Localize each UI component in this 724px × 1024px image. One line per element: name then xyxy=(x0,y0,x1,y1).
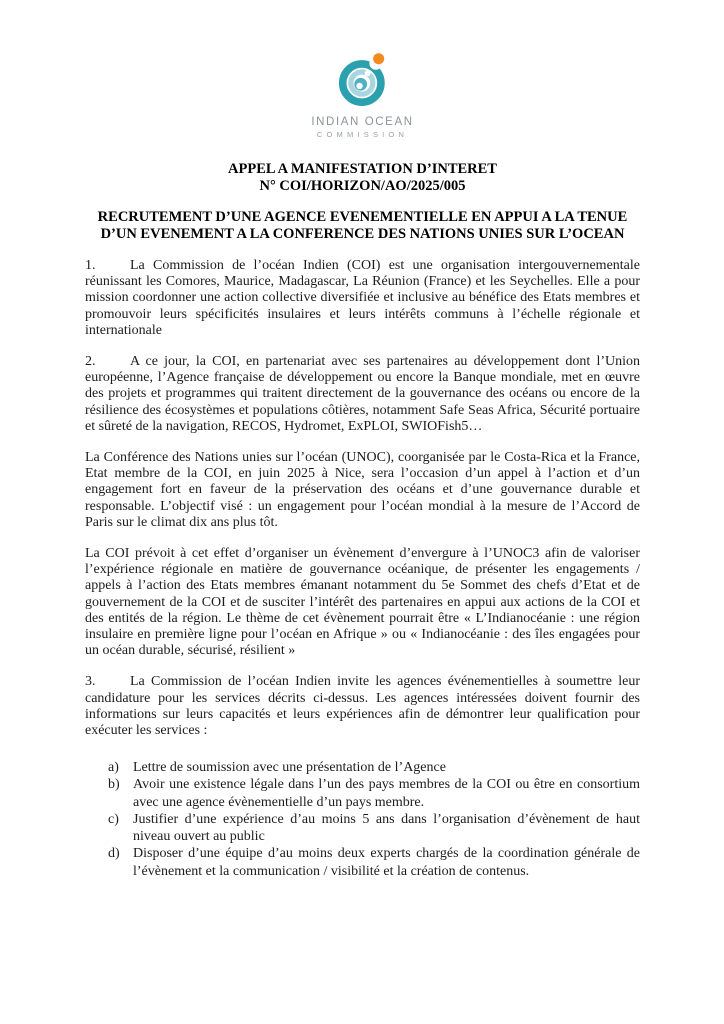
paragraph-5 xyxy=(85,674,640,739)
list-item xyxy=(108,776,640,810)
paragraph-number: 1. xyxy=(85,258,96,273)
paragraph-1 xyxy=(85,258,640,339)
org-name: INDIAN OCEAN xyxy=(311,116,414,128)
paragraph-number: 2. xyxy=(85,354,96,370)
list-item-text: Avoir une existence légale dans l’un des pays membres de la COI ou être en consortium avec une agence évènementielle d’un pays membre. xyxy=(133,777,640,810)
requirements-list xyxy=(85,759,640,879)
list-item-marker: a) xyxy=(108,760,119,776)
paragraph-4 xyxy=(85,546,640,659)
list-item-text: Disposer d’une équipe d’au moins deux experts chargés de la coordination générale de l’évènement et la communication / visibilité et la création de contenus. xyxy=(133,846,640,879)
doc-reference-number: N° COI/HORIZON/AO/2025/005 xyxy=(259,178,466,194)
paragraph-3 xyxy=(85,450,640,531)
list-item xyxy=(108,759,640,776)
org-subname: COMMISSION xyxy=(316,130,409,139)
org-logo xyxy=(85,50,640,139)
list-item-marker: d) xyxy=(108,846,120,862)
paragraph-2 xyxy=(85,354,640,435)
doc-subtitle: RECRUTEMENT D’UNE AGENCE EVENEMENTIELLE EN APPUI A LA TENUE D’UN EVENEMENT A LA CONFERENCE DES NATIONS UNIES SUR L’OCEAN xyxy=(97,209,628,242)
list-item xyxy=(108,845,640,879)
paragraph-text: A ce jour, la COI, en partenariat avec ses partenaires au développement dont l’Union européenne, l’Agence française de développement ou encore la Banque mondiale, met en œuvre des projets et programmes qui traitent directement de la gouvernance des océans ou encore de la résilience des écosystèmes et populations côtières, notamment Safe Seas Africa, Sécurité portuaire et sûreté de la navigation, RECOS, Hydromet, ExPLOI, SWIOFish5… xyxy=(85,354,640,434)
paragraph-text: La Conférence des Nations unies sur l’océan (UNOC), coorganisée par le Costa-Rica et la France, Etat membre de la COI, en juin 2025 à Nice, sera l’occasion d’un appel à l’action et d’un engagement fort en faveur de la préservation des océans et d’une gouvernance durable et responsable. L’objectif visé : un engagement pour l’océan mondial à la mesure de l’Accord de Paris sur le climat dix ans plus tôt. xyxy=(85,450,640,530)
list-item-text: Lettre de soumission avec une présentation de l’Agence xyxy=(133,760,446,776)
paragraph-text: La COI prévoit à cet effet d’organiser un évènement d’envergure à l’UNOC3 afin de valoriser l’expérience régionale en matière de gouvernance océanique, de présenter les engagements / appels à l’action des Etats membres émanant notamment du 5e Sommet des chefs d’Etat et de gouvernement de la COI et de susciter l’intérêt des partenaires en appui aux actions de la COI et des entités de la région. Le thème de cet évènement pourrait être « L’Indianocéanie : une région insulaire en première ligne pour l’océan en Afrique » ou « Indianocéanie : des îles engagées pour un océan durable, sécurisé, résilient » xyxy=(85,546,640,659)
list-item-marker: b) xyxy=(108,777,120,793)
list-item-text: Justifier d’une expérience d’au moins 5 ans dans l’organisation d’évènement de haut niveau ouvert au public xyxy=(133,811,640,845)
paragraph-number: 3. xyxy=(85,674,96,690)
list-item xyxy=(108,811,640,845)
document-body xyxy=(85,258,640,880)
doc-title-line1: APPEL A MANIFESTATION D’INTERET xyxy=(228,161,497,177)
paragraph-text: La Commission de l’océan Indien (COI) est une organisation intergouvernementale réunissant les Comores, Maurice, Madagascar, La Réunion (France) et les Seychelles. Elle a pour mission coordonner une action collective diversifiée et inclusive au bénéfice des Etats membres et promouvoir leurs spécificités insulaires et leurs intérêts communs à l’échelle régionale et internationale xyxy=(85,258,640,338)
list-item-marker: c) xyxy=(108,811,119,827)
coi-swirl-icon xyxy=(334,50,392,108)
paragraph-text: La Commission de l’océan Indien invite les agences événementielles à soumettre leur candidature pour les services décrits ci-dessus. Les agences intéressées doivent fournir des informations sur leurs capacités et leurs expériences afin de démontrer leur qualification pour exécuter les services : xyxy=(85,674,640,739)
